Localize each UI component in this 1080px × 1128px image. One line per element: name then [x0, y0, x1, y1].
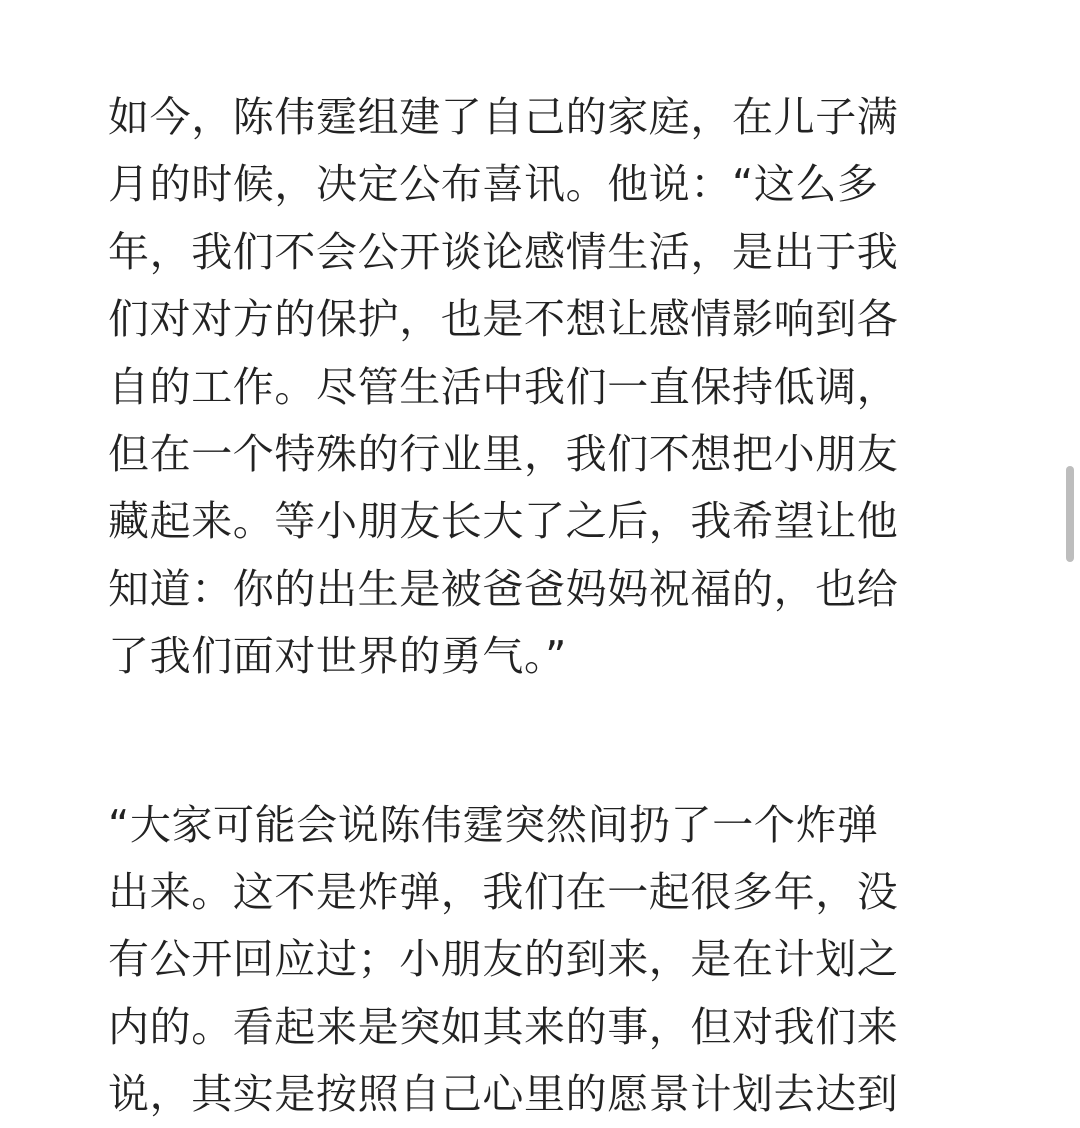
- scrollbar-thumb[interactable]: [1066, 466, 1074, 562]
- text-line: 月的时候，决定公布喜讯。他说：“这么多: [108, 160, 879, 209]
- text-line: 内的。看起来是突如其来的事，但对我们来: [108, 1002, 899, 1051]
- article-body: [108, 84, 980, 1128]
- paragraph-1: [108, 84, 980, 691]
- text-line: 说，其实是按照自己心里的愿景计划去达到: [108, 1070, 899, 1119]
- text-line: 知道：你的出生是被爸爸妈妈祝福的，也给: [108, 564, 899, 613]
- text-line: 了我们面对世界的勇气。”: [108, 632, 567, 681]
- text-line: 们对对方的保护，也是不想让感情影响到各: [108, 295, 899, 344]
- text-line: 如今，陈伟霆组建了自己的家庭，在儿子满: [108, 93, 899, 141]
- text-line: 年，我们不会公开谈论感情生活，是出于我: [108, 227, 899, 276]
- text-line: 自的工作。尽管生活中我们一直保持低调，: [108, 362, 899, 411]
- text-line: 藏起来。等小朋友长大了之后，我希望让他: [108, 497, 899, 546]
- paragraph-spacer: [108, 691, 980, 792]
- text-line: 出来。这不是炸弹，我们在一起很多年，没: [108, 867, 899, 916]
- text-line: 有公开回应过；小朋友的到来，是在计划之: [108, 935, 899, 984]
- paragraph-2: [108, 792, 980, 1128]
- text-line: 但在一个特殊的行业里，我们不想把小朋友: [108, 429, 899, 478]
- text-line: “大家可能会说陈伟霆突然间扔了一个炸弹: [108, 800, 879, 849]
